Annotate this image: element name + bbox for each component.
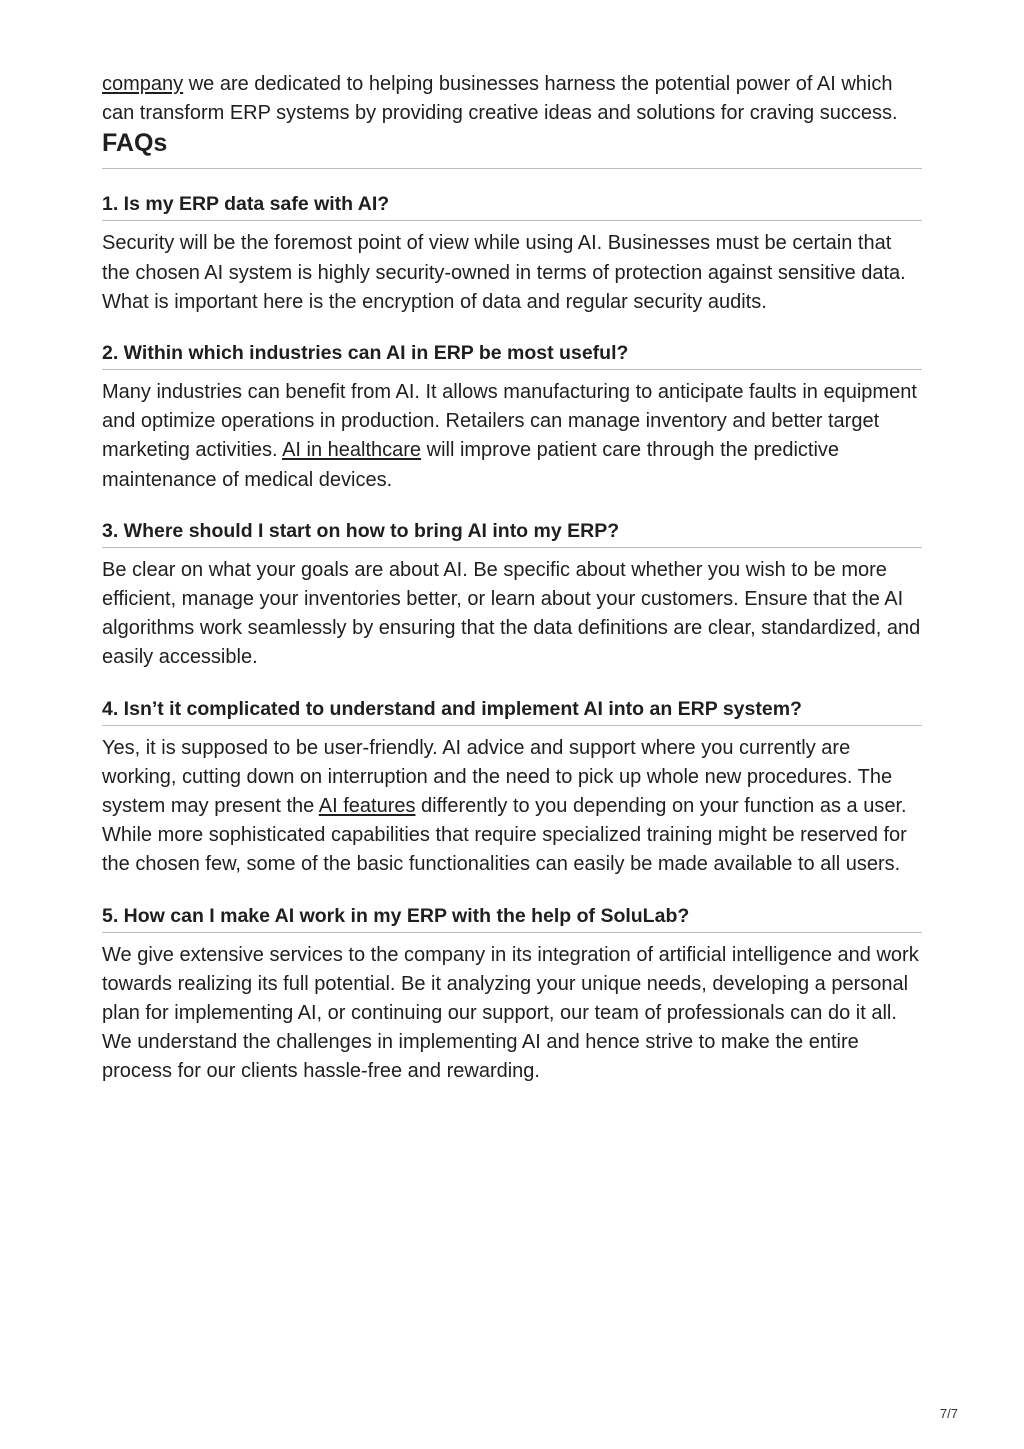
faq-item-5: [102, 904, 922, 1087]
faq-item-2: [102, 341, 922, 495]
faq-answer-5: We give extensive services to the company in its integration of artificial intelligence and work towards realizing its full potential. Be it analyzing your unique needs, developing a personal plan for implementing AI, or continuing our support, our team of professionals can do it all. We understand the challenges in implementing AI and hence strive to make the entire process for our clients hassle-free and rewarding.: [102, 943, 919, 1083]
faq-item-1: [102, 192, 922, 317]
faq-answer-2-text-before: Many industries can benefit from AI. It allows manufacturing to anticipate faults in equipment and optimize operations in production. Retailers can manage inventory and better target marketing activities.: [102, 381, 917, 462]
faq-question-4: 4. Isn’t it complicated to understand and implement AI into an ERP system?: [102, 697, 922, 726]
company-link[interactable]: company: [102, 73, 184, 95]
intro-text: we are dedicated to helping businesses harness the potential power of AI which can transform ERP systems by providing creative ideas and solutions for craving success.: [102, 73, 898, 125]
faq-answer-4-text-before: Yes, it is supposed to be user-friendly. AI advice and support where you currently are working, cutting down on interruption and the need to pick up whole new procedures. The system may present the: [102, 736, 893, 818]
faq-answer-3: Be clear on what your goals are about AI. Be specific about whether you wish to be more efficient, manage your inventories better, or learn about your customers. Ensure that the AI algorithms work seamlessly by ensuring that the data definitions are clear, standardized, and easily accessible.: [102, 558, 921, 669]
faq-question-5: 5. How can I make AI work in my ERP with the help of SoluLab?: [102, 904, 922, 933]
faq-item-3: [102, 519, 922, 673]
faq-question-1: 1. Is my ERP data safe with AI?: [102, 192, 922, 221]
faq-answer-1: Security will be the foremost point of view while using AI. Businesses must be certain that the chosen AI system is highly security-owned in terms of protection against sensitive data. What is important here is the encryption of data and regular security audits.: [102, 232, 906, 313]
document-page: [102, 70, 922, 1087]
intro-paragraph: [102, 70, 922, 128]
faq-question-2: 2. Within which industries can AI in ERP be most useful?: [102, 341, 922, 370]
ai-features-link[interactable]: AI features: [318, 795, 416, 818]
faq-answer-4: [102, 734, 922, 880]
faq-answer-2: [102, 378, 922, 495]
faq-question-3: 3. Where should I start on how to bring AI into my ERP?: [102, 519, 922, 548]
ai-in-healthcare-link[interactable]: AI in healthcare: [282, 439, 422, 462]
faq-answer-2-text-after: will improve patient care through the predictive maintenance of medical devices.: [102, 439, 840, 491]
faq-heading: FAQs: [102, 128, 922, 169]
page-number: 7/7: [939, 1406, 958, 1421]
faq-item-4: [102, 697, 922, 880]
faq-answer-4-text-after: differently to you depending on your function as a user. While more sophisticated capabilities that require specialized training might be reserved for the chosen few, some of the basic functionalities can easily be made available to all users.: [102, 795, 907, 876]
